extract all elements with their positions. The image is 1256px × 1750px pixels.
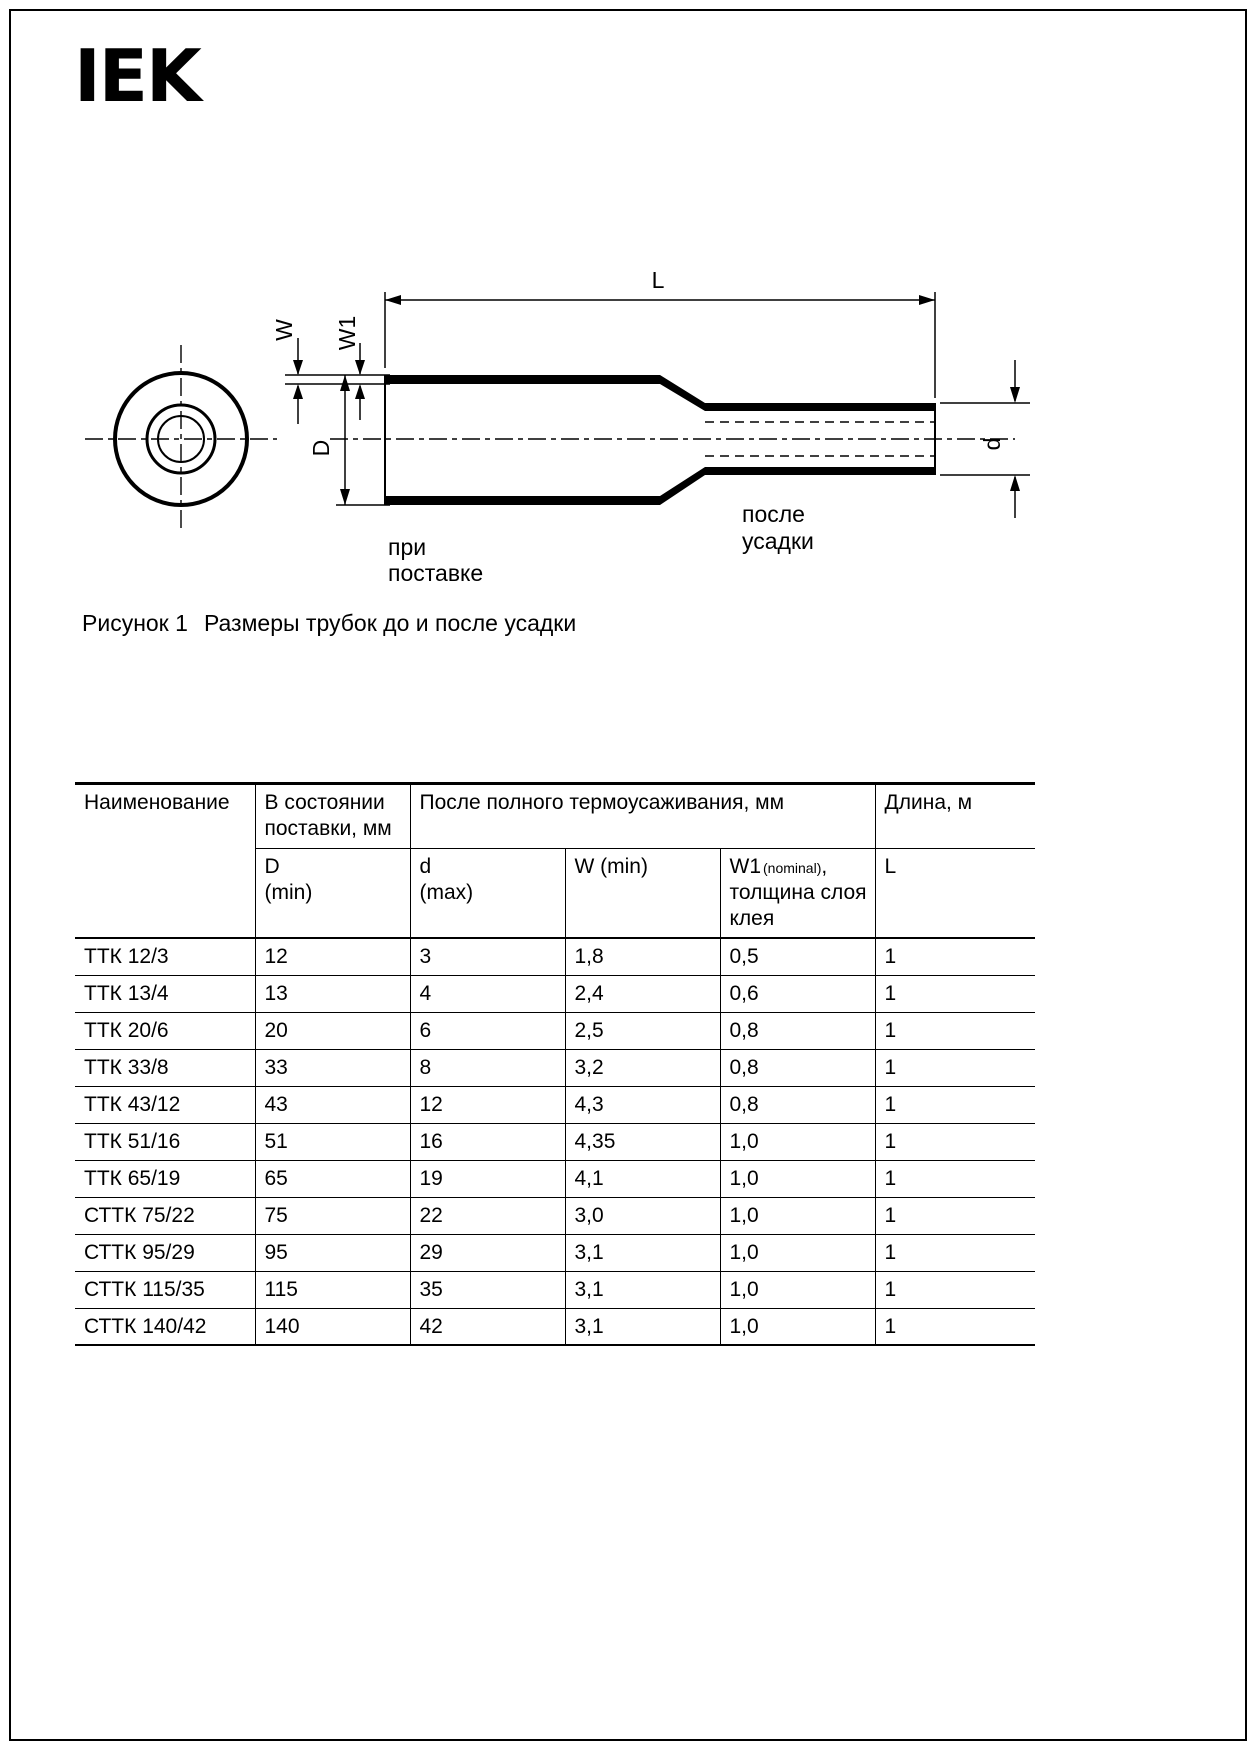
arrow-up-icon [340,375,350,391]
cell-length: 1 [875,1234,1035,1271]
cell-d-max: 16 [410,1123,565,1160]
col-header-delivery-state: В состоянии поставки, мм [255,784,410,849]
cell-D-min: 115 [255,1271,410,1308]
subheader-d-qualifier: (max) [419,880,474,904]
subheader-W1-description: толщина слоя клея [729,880,867,930]
subheader-W1-comma: , [821,854,828,878]
cell-d-max: 4 [410,975,565,1012]
cell-d-max: 42 [410,1308,565,1345]
col-header-length: Длина, м [875,784,1035,849]
table-body [75,938,1035,1345]
col-subheader-W-min: W (min) [565,848,720,938]
cell-D-min: 140 [255,1308,410,1345]
cell-name: ТТК 20/6 [75,1012,255,1049]
tube-wall-bottom [385,467,935,505]
dimension-W1 [334,316,365,420]
cell-name: ТТК 51/16 [75,1123,255,1160]
arrow-down-icon [355,360,365,375]
spec-row [75,975,1035,1012]
arrow-up-icon [293,384,303,399]
col-subheader-L: L [875,848,1035,938]
tube-end-view [85,345,277,533]
cell-name: ТТК 12/3 [75,938,255,975]
cell-d-max: 22 [410,1197,565,1234]
cell-length: 1 [875,1197,1035,1234]
cell-W-min: 3,1 [565,1308,720,1345]
cell-d-max: 3 [410,938,565,975]
cell-W1: 1,0 [720,1271,875,1308]
dimension-W-label: W [271,319,297,341]
dimension-d-label: d [979,437,1005,451]
spec-row [75,1308,1035,1345]
arrow-right-icon [919,295,935,305]
cell-W-min: 4,35 [565,1123,720,1160]
spec-row [75,1086,1035,1123]
cell-name: ТТК 13/4 [75,975,255,1012]
cell-W1: 0,8 [720,1049,875,1086]
col-subheader-W1 [720,848,875,938]
cell-W1: 0,6 [720,975,875,1012]
arrow-up-icon [1010,475,1020,491]
col-subheader-D-min [255,848,410,938]
cell-name: ТТК 65/19 [75,1160,255,1197]
cell-W-min: 3,1 [565,1234,720,1271]
cell-W-min: 4,1 [565,1160,720,1197]
figure-caption-number: Рисунок 1 [82,610,188,636]
figure-drawing [0,240,1256,640]
arrow-down-icon [340,489,350,505]
cell-D-min: 51 [255,1123,410,1160]
cell-D-min: 95 [255,1234,410,1271]
spec-row [75,1049,1035,1086]
spec-row [75,1160,1035,1197]
dimensions-table [75,782,1035,1346]
cell-name: СТТК 140/42 [75,1308,255,1345]
cell-D-min: 13 [255,975,410,1012]
subheader-D-symbol: D [264,854,280,878]
cell-length: 1 [875,1271,1035,1308]
cell-d-max: 8 [410,1049,565,1086]
cell-W-min: 3,0 [565,1197,720,1234]
cell-W1: 1,0 [720,1234,875,1271]
tube-wall-top [385,375,935,411]
col-subheader-d-max [410,848,565,938]
header-row-groups [75,784,1035,849]
dimension-W1-label: W1 [334,315,360,351]
cell-W-min: 3,1 [565,1271,720,1308]
cell-W-min: 4,3 [565,1086,720,1123]
cell-length: 1 [875,1308,1035,1345]
cell-W-min: 1,8 [565,938,720,975]
col-header-after-shrink: После полного термоусаживания, мм [410,784,875,849]
arrow-left-icon [385,295,401,305]
figure-annotations [388,501,814,586]
spec-row [75,1234,1035,1271]
label-before-shrink-line1: при [388,534,427,560]
cell-D-min: 20 [255,1012,410,1049]
dimension-D [308,375,390,505]
subheader-W1-symbol: W1 [729,854,761,878]
label-after-shrink-line1: после [742,501,805,527]
cell-W1: 1,0 [720,1197,875,1234]
spec-row [75,938,1035,975]
dimension-d [940,360,1030,518]
arrow-down-icon [1010,387,1020,403]
subheader-d-symbol: d [419,854,432,878]
cell-W1: 1,0 [720,1123,875,1160]
cell-W-min: 3,2 [565,1049,720,1086]
dimension-W [271,319,390,424]
cell-name: ТТК 43/12 [75,1086,255,1123]
cell-length: 1 [875,1123,1035,1160]
spec-row [75,1012,1035,1049]
iek-logo: IEK [74,34,200,118]
cell-W-min: 2,5 [565,1012,720,1049]
cell-name: ТТК 33/8 [75,1049,255,1086]
col-header-name: Наименование [75,784,255,939]
cell-D-min: 12 [255,938,410,975]
cell-W1: 0,8 [720,1086,875,1123]
dimension-L-label: L [651,267,665,293]
arrow-down-icon [293,360,303,375]
cell-d-max: 12 [410,1086,565,1123]
cell-W1: 1,0 [720,1308,875,1345]
cell-D-min: 43 [255,1086,410,1123]
spec-row [75,1271,1035,1308]
cell-W-min: 2,4 [565,975,720,1012]
cell-d-max: 19 [410,1160,565,1197]
cell-length: 1 [875,938,1035,975]
spec-row [75,1197,1035,1234]
subheader-W1-nominal: (nominal) [763,859,822,876]
cell-length: 1 [875,1086,1035,1123]
figure-caption [82,610,576,637]
label-before-shrink-line2: поставке [388,560,484,586]
cell-W1: 1,0 [720,1160,875,1197]
cell-d-max: 35 [410,1271,565,1308]
cell-W1: 0,8 [720,1012,875,1049]
cell-name: СТТК 75/22 [75,1197,255,1234]
cell-d-max: 29 [410,1234,565,1271]
cell-name: СТТК 115/35 [75,1271,255,1308]
cell-length: 1 [875,1049,1035,1086]
subheader-D-qualifier: (min) [264,880,313,904]
cell-name: СТТК 95/29 [75,1234,255,1271]
cell-D-min: 33 [255,1049,410,1086]
cell-length: 1 [875,1160,1035,1197]
arrow-up-icon [355,384,365,399]
cell-length: 1 [875,1012,1035,1049]
label-after-shrink-line2: усадки [742,528,814,554]
dimension-D-label: D [308,439,334,457]
figure-caption-text: Размеры трубок до и после усадки [203,610,577,636]
cell-D-min: 65 [255,1160,410,1197]
spec-row [75,1123,1035,1160]
tube-side-view [330,375,1015,505]
cell-D-min: 75 [255,1197,410,1234]
cell-length: 1 [875,975,1035,1012]
cell-W1: 0,5 [720,938,875,975]
cell-d-max: 6 [410,1012,565,1049]
